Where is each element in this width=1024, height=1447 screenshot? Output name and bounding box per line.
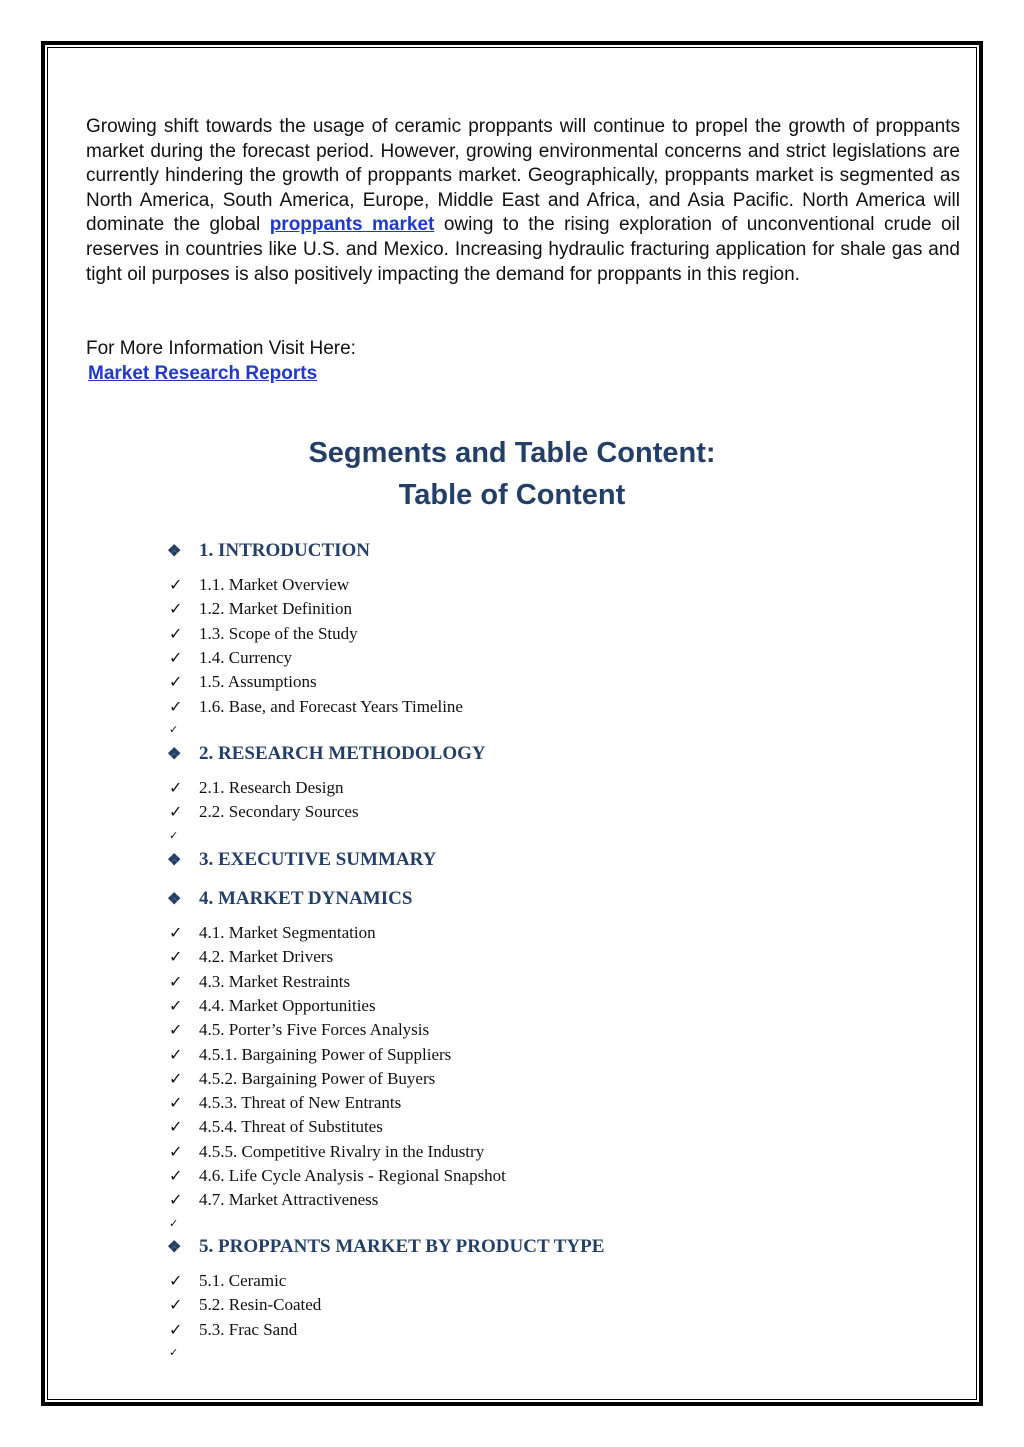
toc-item — [169, 1045, 451, 1065]
checkmark-icon: ✓ — [169, 577, 183, 594]
toc-item — [169, 1020, 429, 1040]
toc-item-label: 4.5. Porter’s Five Forces Analysis — [199, 1020, 430, 1040]
checkmark-icon: ✓ — [169, 674, 183, 692]
toc-item-label: 4.1. Market Segmentation — [199, 923, 376, 942]
toc-item-label: 4.6. Life Cycle Analysis - Regional Snapshot — [199, 1166, 506, 1185]
checkmark-icon: ✓ — [169, 997, 183, 1015]
toc-item-label: 1.4. Currency — [199, 647, 293, 667]
toc-section — [167, 540, 370, 562]
toc-item — [169, 1190, 378, 1210]
toc-item — [169, 599, 352, 619]
toc-item — [169, 697, 463, 717]
toc-item-label: 4.5.3. Threat of New Entrants — [199, 1093, 402, 1113]
toc-item-label: 5.2. Resin-Coated — [199, 1295, 322, 1315]
toc-item-label: 4.5.2. Bargaining Power of Buyers — [199, 1068, 436, 1088]
toc-item — [169, 1093, 401, 1113]
toc-item — [169, 1142, 484, 1162]
toc-item — [169, 575, 349, 595]
checkmark-icon: ✓ — [169, 601, 183, 619]
toc-item-label: 1.2. Market Definition — [199, 599, 352, 619]
checkmark-icon: ✓ — [169, 1273, 183, 1290]
intro-text-before: Growing shift towards the usage of ceramic proppants will continue to propel the growth of proppants market during the forecast period. However, growing environmental concerns and strict legislations are currently hindering the growth of proppants market. Geographically, proppants market is segmented as North America, South America, Europe, Middle East and Africa, and Asia Pacific. North America will dominate the global — [86, 116, 960, 236]
toc-item-label: 4.7. Market Attractiveness — [199, 1190, 379, 1210]
toc-item — [169, 802, 359, 822]
toc-item — [169, 624, 358, 644]
diamond-bullet-icon: ❖ — [167, 852, 182, 869]
checkmark-icon: ✓ — [169, 804, 183, 822]
toc-item — [169, 972, 350, 992]
toc-section — [167, 1236, 604, 1258]
toc-item-label: 4.5.1. Bargaining Power of Suppliers — [199, 1044, 452, 1064]
toc-item — [169, 778, 343, 798]
toc-item — [169, 648, 292, 668]
more-info-link-wrap — [88, 363, 317, 385]
intro-paragraph — [86, 115, 960, 287]
toc-item — [169, 1069, 435, 1089]
toc-item-label: 4.5.5. Competitive Rivalry in the Industry — [199, 1141, 485, 1161]
toc-item-label: 2.2. Secondary Sources — [199, 802, 359, 822]
diamond-bullet-icon: ❖ — [167, 543, 182, 560]
toc-item-label: 5.3. Frac Sand — [199, 1319, 298, 1339]
toc-item-label: 1.3. Scope of the Study — [199, 623, 358, 643]
checkmark-icon: ✓ — [169, 780, 183, 797]
checkmark-icon: ✓ — [169, 1192, 183, 1210]
diamond-bullet-icon: ❖ — [167, 1239, 182, 1256]
small-checkmark-icon: ✓ — [169, 1345, 179, 1359]
market-research-reports-link[interactable]: Market Research Reports — [88, 363, 318, 384]
checkmark-icon: ✓ — [169, 1143, 183, 1161]
diamond-bullet-icon: ❖ — [167, 746, 182, 763]
checkmark-icon: ✓ — [169, 625, 183, 643]
checkmark-icon: ✓ — [169, 649, 183, 667]
proppants-market-link[interactable]: proppants market — [269, 214, 435, 236]
toc-section-title: 2. RESEARCH METHODOLOGY — [199, 743, 486, 764]
toc-section — [167, 888, 412, 910]
checkmark-icon: ✓ — [169, 973, 183, 991]
checkmark-icon: ✓ — [169, 1046, 183, 1064]
toc-item-label: 2.1. Research Design — [199, 778, 344, 797]
toc-item-label: 4.3. Market Restraints — [199, 971, 351, 991]
checkmark-icon: ✓ — [169, 698, 183, 716]
checkmark-icon: ✓ — [169, 1095, 183, 1113]
diamond-bullet-icon: ❖ — [167, 891, 182, 908]
toc-section-title: 3. EXECUTIVE SUMMARY — [199, 849, 437, 870]
toc-section — [167, 743, 486, 765]
toc-item-label: 1.5. Assumptions — [199, 672, 317, 692]
page-subheading: Table of Content — [398, 479, 626, 511]
more-info-label: For More Information Visit Here: — [86, 338, 356, 359]
toc-item-label: 1.1. Market Overview — [199, 575, 350, 594]
small-checkmark-icon: ✓ — [169, 828, 179, 842]
checkmark-icon: ✓ — [169, 1297, 183, 1315]
toc-item — [169, 923, 376, 943]
toc-section — [167, 849, 436, 871]
toc-item — [169, 1166, 506, 1186]
toc-section-title: 1. INTRODUCTION — [199, 540, 371, 561]
toc-item-label: 4.2. Market Drivers — [199, 947, 334, 967]
toc-item — [169, 1117, 383, 1137]
toc-item — [169, 1295, 321, 1315]
toc-item — [169, 1320, 297, 1340]
checkmark-icon: ✓ — [169, 1022, 183, 1040]
checkmark-icon: ✓ — [169, 1119, 183, 1137]
toc-item-label: 4.5.4. Threat of Substitutes — [199, 1117, 383, 1137]
checkmark-icon: ✓ — [169, 925, 183, 942]
toc-item — [169, 1271, 286, 1291]
toc-item-label: 1.6. Base, and Forecast Years Timeline — [199, 696, 463, 716]
small-checkmark-icon: ✓ — [169, 722, 179, 736]
toc-item-label: 5.1. Ceramic — [199, 1271, 287, 1290]
checkmark-icon: ✓ — [169, 949, 183, 967]
toc-item-label: 4.4. Market Opportunities — [199, 995, 376, 1015]
toc-item — [169, 947, 333, 967]
intro-text-after: owing to the rising exploration of unconventional crude oil reserves in countries like U.S. and Mexico. Increasing hydraulic fracturing application for shale gas and tight oil purposes is also positively impacting the demand for proppants in this region. — [86, 214, 960, 285]
checkmark-icon: ✓ — [169, 1168, 183, 1185]
checkmark-icon: ✓ — [169, 1321, 183, 1339]
toc-item — [169, 672, 317, 692]
toc-section-title: 5. PROPPANTS MARKET BY PRODUCT TYPE — [199, 1236, 605, 1257]
toc-item — [169, 996, 376, 1016]
toc-section-title: 4. MARKET DYNAMICS — [199, 888, 413, 909]
page-heading: Segments and Table Content: — [308, 437, 716, 469]
small-checkmark-icon: ✓ — [169, 1216, 179, 1230]
checkmark-icon: ✓ — [169, 1070, 183, 1088]
